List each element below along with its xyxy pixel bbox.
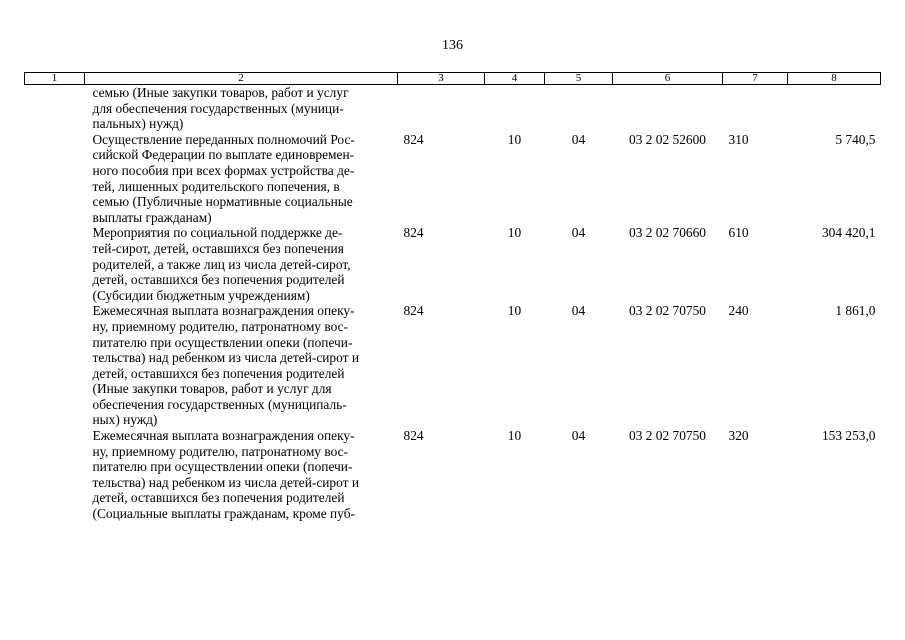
name-line: (Иные закупки товаров, работ и услуг для [92,381,332,397]
column-header-5: 5 [545,73,613,85]
rz-cell: 10 [507,303,522,319]
name-line: семью (Иные закупки товаров, работ и услуг [92,85,349,100]
table-row [25,303,881,428]
column-header-3: 3 [398,73,485,85]
name-line: для обеспечения государственных (муници- [92,100,344,116]
table-row [25,132,881,226]
sum-cell: 1 861,0 [835,303,876,319]
column-header-2: 2 [85,73,398,85]
name-line: Ежемесячная выплата вознаграждения опеку- [92,428,355,444]
csr-cell: 03 2 02 70660 [629,225,706,241]
grbs-cell: 824 [403,131,424,147]
column-header-4: 4 [485,73,545,85]
vr-cell: 240 [728,303,749,319]
name-line: родителей, а также лиц из числа детей-сирот, [92,256,351,272]
pr-cell: 04 [571,428,586,444]
csr-cell: 03 2 02 70750 [629,428,706,444]
name-line: сийской Федерации по выплате единовремен- [92,147,355,163]
column-header-1: 1 [25,73,85,85]
name-line: Осуществление переданных полномочий Рос- [92,131,355,147]
csr-cell: 03 2 02 70750 [629,303,706,319]
rz-cell: 10 [507,428,522,444]
name-line: питателю при осуществлении опеки (попечи- [92,459,353,475]
name-line: Ежемесячная выплата вознаграждения опеку- [92,303,355,319]
vr-cell: 610 [728,225,749,241]
sum-cell: 153 253,0 [821,428,876,444]
pr-cell: 04 [571,131,586,147]
grbs-cell: 824 [403,428,424,444]
name-line: ну, приемному родителю, патронатному вос- [92,318,349,334]
column-number-header-row [25,73,881,85]
csr-cell: 03 2 02 52600 [629,131,706,147]
row-name [25,85,398,132]
name-line: детей, оставшихся без попечения родителей [92,490,345,506]
name-line: детей, оставшихся без попечения родителей [92,365,345,381]
name-line: тей, лишенных родительского попечения, в [92,178,340,194]
table-row [25,428,881,522]
name-line: ного пособия при всех формах устройства де- [92,162,355,178]
sum-cell: 304 420,1 [821,225,876,241]
name-line: выплаты гражданам) [92,209,212,225]
name-line: тельства) над ребенком из числа детей-сирот и [92,350,360,366]
name-line: Мероприятия по социальной поддержке де- [92,225,343,241]
pr-cell: 04 [571,303,586,319]
row-name [25,225,398,303]
column-header-8: 8 [788,73,881,85]
name-line: тельства) над ребенком из числа детей-сирот и [92,474,360,490]
vr-cell: 320 [728,428,749,444]
table-row [25,225,881,303]
column-header-6: 6 [613,73,723,85]
name-line: обеспечения государственных (муниципаль- [92,396,347,412]
name-line: (Субсидии бюджетным учреждениям) [92,287,310,303]
budget-table [24,72,881,522]
name-line: пальных) нужд) [92,116,184,132]
rz-cell: 10 [507,131,522,147]
grbs-cell: 824 [403,303,424,319]
sum-cell: 5 740,5 [835,131,876,147]
page-number: 136 [442,38,463,53]
continuation-row [25,85,881,132]
rz-cell: 10 [507,225,522,241]
name-line: (Социальные выплаты гражданам, кроме пуб- [92,506,355,522]
name-line: детей, оставшихся без попечения родителей [92,272,345,288]
name-line: питателю при осуществлении опеки (попечи- [92,334,353,350]
column-header-7: 7 [723,73,788,85]
row-name [25,303,398,428]
pr-cell: 04 [571,225,586,241]
vr-cell: 310 [728,131,749,147]
name-line: ну, приемному родителю, патронатному вос- [92,443,349,459]
name-line: ных) нужд) [92,412,158,428]
name-line: семью (Публичные нормативные социальные [92,194,353,210]
row-name [25,428,398,522]
row-name [25,132,398,226]
grbs-cell: 824 [403,225,424,241]
name-line: тей-сирот, детей, оставшихся без попечения [92,240,344,256]
